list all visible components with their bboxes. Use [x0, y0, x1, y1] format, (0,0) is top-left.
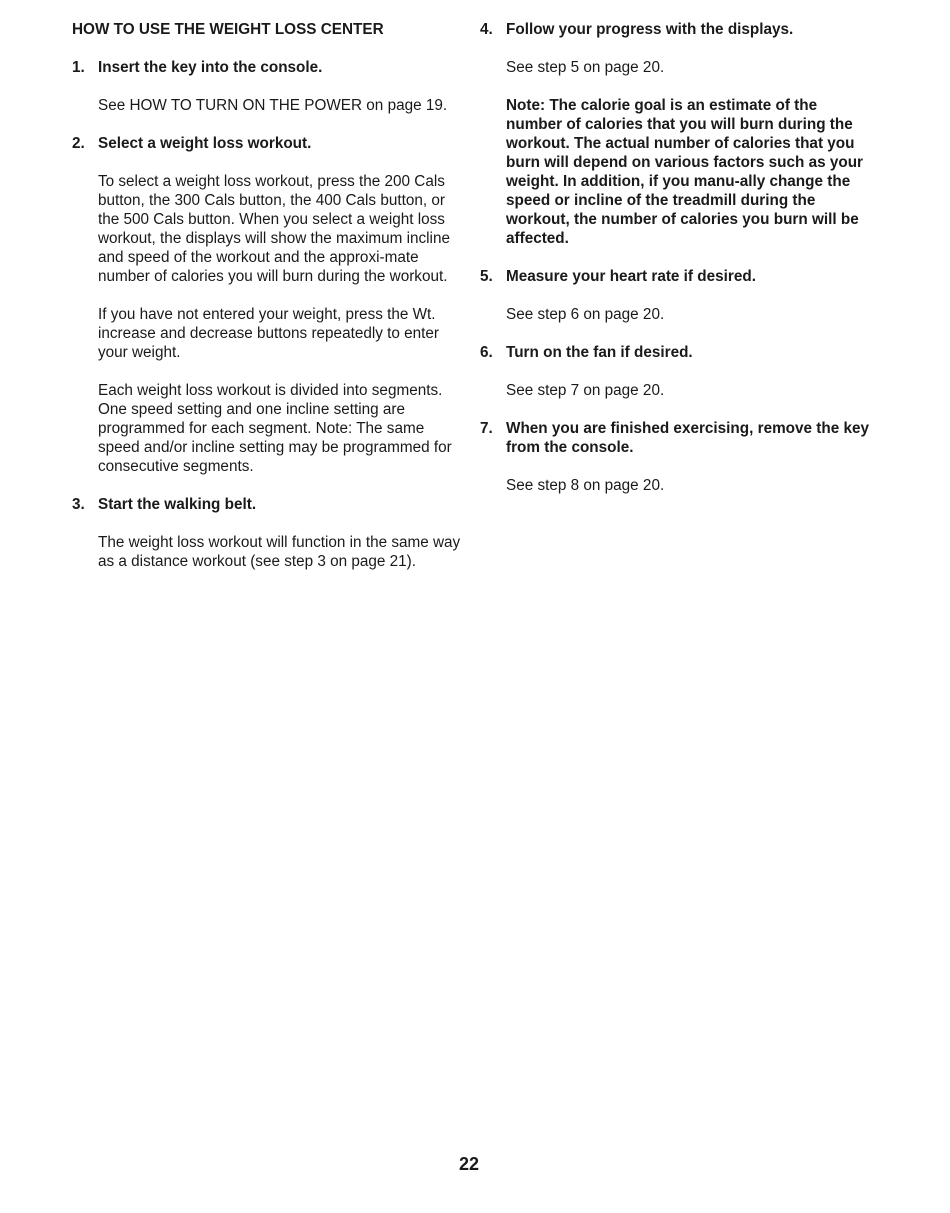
- section-title: HOW TO USE THE WEIGHT LOSS CENTER: [72, 21, 384, 38]
- step-body: [506, 476, 872, 495]
- step-4: [480, 20, 872, 248]
- step-paragraph: If you have not entered your weight, press the Wt. increase and decrease buttons repeatedly to enter your weight.: [98, 306, 440, 361]
- page-number: 22: [458, 1154, 480, 1174]
- step-heading: [480, 20, 872, 39]
- step-body: [98, 533, 464, 571]
- step-number: 5.: [480, 268, 493, 285]
- step-heading: [72, 58, 464, 77]
- step-heading: [480, 267, 872, 286]
- step-paragraph: Each weight loss workout is divided into segments. One speed setting and one incline setting are programmed for each segment. Note: The same speed and/or incline setting may be programmed for consecutive segments.: [98, 382, 452, 475]
- step-7: [480, 419, 872, 495]
- step-paragraph: See HOW TO TURN ON THE POWER on page 19.: [98, 97, 448, 114]
- step-body: [506, 305, 872, 324]
- step-paragraph: See step 5 on page 20.: [506, 59, 665, 76]
- step-number: 7.: [480, 420, 493, 437]
- step-6: [480, 343, 872, 400]
- step-title: Start the walking belt.: [98, 496, 257, 513]
- step-paragraph: See step 6 on page 20.: [506, 306, 665, 323]
- step-body: [98, 172, 464, 476]
- step-heading: [480, 419, 872, 457]
- step-heading: [72, 495, 464, 514]
- step-body: [506, 381, 872, 400]
- step-body: [506, 58, 872, 248]
- step-paragraph: See step 7 on page 20.: [506, 382, 665, 399]
- calorie-note: Note: The calorie goal is an estimate of the number of calories that you will burn during the workout. The actual number of calories that you burn will depend on various factors such as your weight. In addition, if you manu-ally change the speed or incline of the treadmill during the workout, the number of calories you burn will be affected.: [506, 97, 863, 247]
- step-paragraph: The weight loss workout will function in the same way as a distance workout (see step 3 on page 21).: [98, 534, 461, 570]
- step-title: Insert the key into the console.: [98, 59, 323, 76]
- step-5: [480, 267, 872, 324]
- step-heading: [72, 134, 464, 153]
- step-number: 2.: [72, 135, 85, 152]
- step-title: Follow your progress with the displays.: [506, 21, 794, 38]
- step-number: 4.: [480, 21, 493, 38]
- left-column: [72, 20, 464, 590]
- step-number: 1.: [72, 59, 85, 76]
- step-title: When you are finished exercising, remove the key from the console.: [506, 420, 870, 456]
- step-paragraph: To select a weight loss workout, press the 200 Cals button, the 300 Cals button, the 400 Cals button, or the 500 Cals button. When you select a weight loss workout, the displays will show the maximum incline and speed of the workout and the approxi-mate number of calories you will burn during the workout.: [98, 173, 450, 285]
- step-number: 3.: [72, 496, 85, 513]
- step-title: Turn on the fan if desired.: [506, 344, 693, 361]
- step-heading: [480, 343, 872, 362]
- right-column: [480, 20, 872, 514]
- step-title: Select a weight loss workout.: [98, 135, 312, 152]
- step-1: [72, 58, 464, 115]
- step-number: 6.: [480, 344, 493, 361]
- step-3: [72, 495, 464, 571]
- step-title: Measure your heart rate if desired.: [506, 268, 756, 285]
- step-body: [98, 96, 464, 115]
- step-paragraph: See step 8 on page 20.: [506, 477, 665, 494]
- step-2: [72, 134, 464, 476]
